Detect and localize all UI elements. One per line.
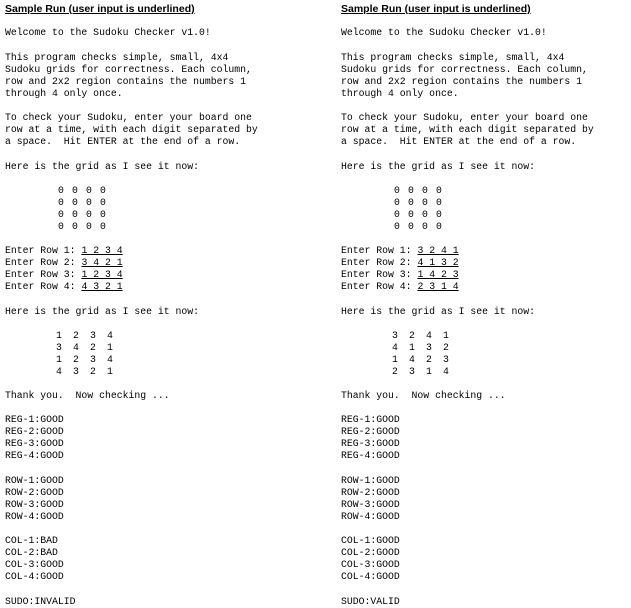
filled-grid-cell: 4	[73, 342, 79, 353]
enter-row-line	[5, 257, 123, 269]
column-result: COL-1:GOOD	[341, 535, 400, 546]
instructions-line: To check your Sudoku, enter your board one	[5, 112, 252, 123]
empty-grid-cell: 0	[422, 185, 428, 196]
row-result: ROW-4:GOOD	[341, 511, 400, 522]
row-prompt: Enter Row 2:	[5, 257, 82, 268]
instructions-line: row at a time, with each digit separated by	[341, 124, 594, 135]
final-result: SUDO:VALID	[341, 596, 400, 607]
filled-grid-cell: 4	[409, 354, 415, 365]
filled-grid-cell: 2	[392, 366, 398, 377]
description-line: through 4 only once.	[341, 88, 459, 99]
enter-row-line	[341, 257, 459, 269]
sample-run-heading: Sample Run (user input is underlined)	[5, 3, 195, 15]
filled-grid-cell: 2	[90, 342, 96, 353]
filled-grid-cell: 3	[443, 354, 449, 365]
region-result: REG-2:GOOD	[341, 426, 400, 437]
description-line: This program checks simple, small, 4x4	[5, 52, 229, 63]
description-line: This program checks simple, small, 4x4	[341, 52, 565, 63]
empty-grid-cell: 0	[58, 209, 64, 220]
empty-grid-cell: 0	[58, 221, 64, 232]
filled-grid-cell: 1	[56, 330, 62, 341]
empty-grid-cell: 0	[72, 197, 78, 208]
empty-grid-cell: 0	[86, 185, 92, 196]
row-result: ROW-3:GOOD	[341, 499, 400, 510]
empty-grid-cell: 0	[72, 185, 78, 196]
filled-grid-cell: 2	[426, 354, 432, 365]
column-result: COL-4:GOOD	[341, 571, 400, 582]
instructions-line: To check your Sudoku, enter your board one	[341, 112, 588, 123]
empty-grid-cell: 0	[394, 221, 400, 232]
row-result: ROW-2:GOOD	[341, 487, 400, 498]
enter-row-line	[5, 269, 123, 281]
empty-grid-cell: 0	[394, 209, 400, 220]
empty-grid-cell: 0	[72, 221, 78, 232]
sample-run-heading: Sample Run (user input is underlined)	[341, 3, 531, 15]
instructions-line: a space. Hit ENTER at the end of a row.	[5, 136, 241, 147]
row-result: ROW-4:GOOD	[5, 511, 64, 522]
empty-grid-cell: 0	[422, 221, 428, 232]
column-result: COL-1:BAD	[5, 535, 58, 546]
filled-grid-cell: 2	[90, 366, 96, 377]
column-result: COL-3:GOOD	[341, 559, 400, 570]
checking-line: Thank you. Now checking ...	[5, 390, 170, 401]
empty-grid-cell: 0	[100, 221, 106, 232]
region-result: REG-1:GOOD	[341, 414, 400, 425]
empty-grid-cell: 0	[436, 197, 442, 208]
filled-grid-cell: 1	[107, 366, 113, 377]
filled-grid-cell: 4	[392, 342, 398, 353]
description-line: row and 2x2 region contains the numbers 1	[5, 76, 247, 87]
row-prompt: Enter Row 2:	[341, 257, 418, 268]
row-prompt: Enter Row 4:	[5, 281, 82, 292]
grid-label: Here is the grid as I see it now:	[5, 306, 200, 317]
row-result: ROW-2:GOOD	[5, 487, 64, 498]
region-result: REG-2:GOOD	[5, 426, 64, 437]
filled-grid-cell: 1	[409, 342, 415, 353]
filled-grid-cell: 1	[443, 330, 449, 341]
empty-grid-cell: 0	[422, 197, 428, 208]
empty-grid-cell: 0	[422, 209, 428, 220]
empty-grid-cell: 0	[408, 221, 414, 232]
row-user-input: 1 2 3 4	[81, 245, 123, 256]
region-result: REG-3:GOOD	[5, 438, 64, 449]
filled-grid-cell: 1	[392, 354, 398, 365]
filled-grid-cell: 2	[443, 342, 449, 353]
region-result: REG-4:GOOD	[5, 450, 64, 461]
empty-grid-cell: 0	[436, 221, 442, 232]
row-user-input: 1 4 2 3	[417, 269, 459, 280]
filled-grid-cell: 1	[107, 342, 113, 353]
row-result: ROW-1:GOOD	[5, 475, 64, 486]
column-result: COL-3:GOOD	[5, 559, 64, 570]
filled-grid-cell: 4	[107, 330, 113, 341]
column-result: COL-2:GOOD	[341, 547, 400, 558]
empty-grid-cell: 0	[408, 197, 414, 208]
enter-row-line	[5, 281, 123, 293]
final-result: SUDO:INVALID	[5, 596, 76, 607]
region-result: REG-1:GOOD	[5, 414, 64, 425]
filled-grid-cell: 3	[392, 330, 398, 341]
column-result: COL-4:GOOD	[5, 571, 64, 582]
empty-grid-cell: 0	[86, 209, 92, 220]
filled-grid-cell: 2	[409, 330, 415, 341]
row-user-input: 4 3 2 1	[81, 281, 123, 292]
empty-grid-cell: 0	[86, 221, 92, 232]
empty-grid-cell: 0	[436, 185, 442, 196]
row-user-input: 3 2 4 1	[417, 245, 459, 256]
empty-grid-cell: 0	[100, 209, 106, 220]
row-prompt: Enter Row 1:	[5, 245, 82, 256]
filled-grid-cell: 2	[73, 330, 79, 341]
filled-grid-cell: 4	[443, 366, 449, 377]
instructions-line: row at a time, with each digit separated by	[5, 124, 258, 135]
row-user-input: 4 1 3 2	[417, 257, 459, 268]
empty-grid-cell: 0	[58, 197, 64, 208]
filled-grid-cell: 4	[56, 366, 62, 377]
description-line: Sudoku grids for correctness. Each column,	[5, 64, 252, 75]
empty-grid-cell: 0	[394, 197, 400, 208]
empty-grid-cell: 0	[394, 185, 400, 196]
row-prompt: Enter Row 1:	[341, 245, 418, 256]
row-prompt: Enter Row 4:	[341, 281, 418, 292]
description-line: Sudoku grids for correctness. Each column,	[341, 64, 588, 75]
empty-grid-cell: 0	[408, 185, 414, 196]
filled-grid-cell: 1	[426, 366, 432, 377]
filled-grid-cell: 3	[90, 330, 96, 341]
filled-grid-cell: 4	[426, 330, 432, 341]
filled-grid-cell: 3	[90, 354, 96, 365]
row-result: ROW-3:GOOD	[5, 499, 64, 510]
enter-row-line	[341, 269, 459, 281]
enter-row-line	[5, 245, 123, 257]
filled-grid-cell: 3	[56, 342, 62, 353]
grid-label: Here is the grid as I see it now:	[341, 306, 536, 317]
enter-row-line	[341, 281, 459, 293]
welcome-line: Welcome to the Sudoku Checker v1.0!	[5, 27, 211, 38]
filled-grid-cell: 3	[73, 366, 79, 377]
row-user-input: 1 2 3 4	[81, 269, 123, 280]
description-line: row and 2x2 region contains the numbers 1	[341, 76, 583, 87]
empty-grid-cell: 0	[408, 209, 414, 220]
empty-grid-cell: 0	[72, 209, 78, 220]
row-prompt: Enter Row 3:	[341, 269, 418, 280]
filled-grid-cell: 2	[73, 354, 79, 365]
row-result: ROW-1:GOOD	[341, 475, 400, 486]
welcome-line: Welcome to the Sudoku Checker v1.0!	[341, 27, 547, 38]
filled-grid-cell: 3	[409, 366, 415, 377]
checking-line: Thank you. Now checking ...	[341, 390, 506, 401]
grid-label: Here is the grid as I see it now:	[341, 161, 536, 172]
empty-grid-cell: 0	[58, 185, 64, 196]
description-line: through 4 only once.	[5, 88, 123, 99]
enter-row-line	[341, 245, 459, 257]
empty-grid-cell: 0	[100, 185, 106, 196]
row-user-input: 2 3 1 4	[417, 281, 459, 292]
row-user-input: 3 4 2 1	[81, 257, 123, 268]
empty-grid-cell: 0	[436, 209, 442, 220]
instructions-line: a space. Hit ENTER at the end of a row.	[341, 136, 577, 147]
region-result: REG-3:GOOD	[341, 438, 400, 449]
filled-grid-cell: 3	[426, 342, 432, 353]
grid-label: Here is the grid as I see it now:	[5, 161, 200, 172]
empty-grid-cell: 0	[100, 197, 106, 208]
row-prompt: Enter Row 3:	[5, 269, 82, 280]
filled-grid-cell: 1	[56, 354, 62, 365]
filled-grid-cell: 4	[107, 354, 113, 365]
column-result: COL-2:BAD	[5, 547, 58, 558]
region-result: REG-4:GOOD	[341, 450, 400, 461]
empty-grid-cell: 0	[86, 197, 92, 208]
